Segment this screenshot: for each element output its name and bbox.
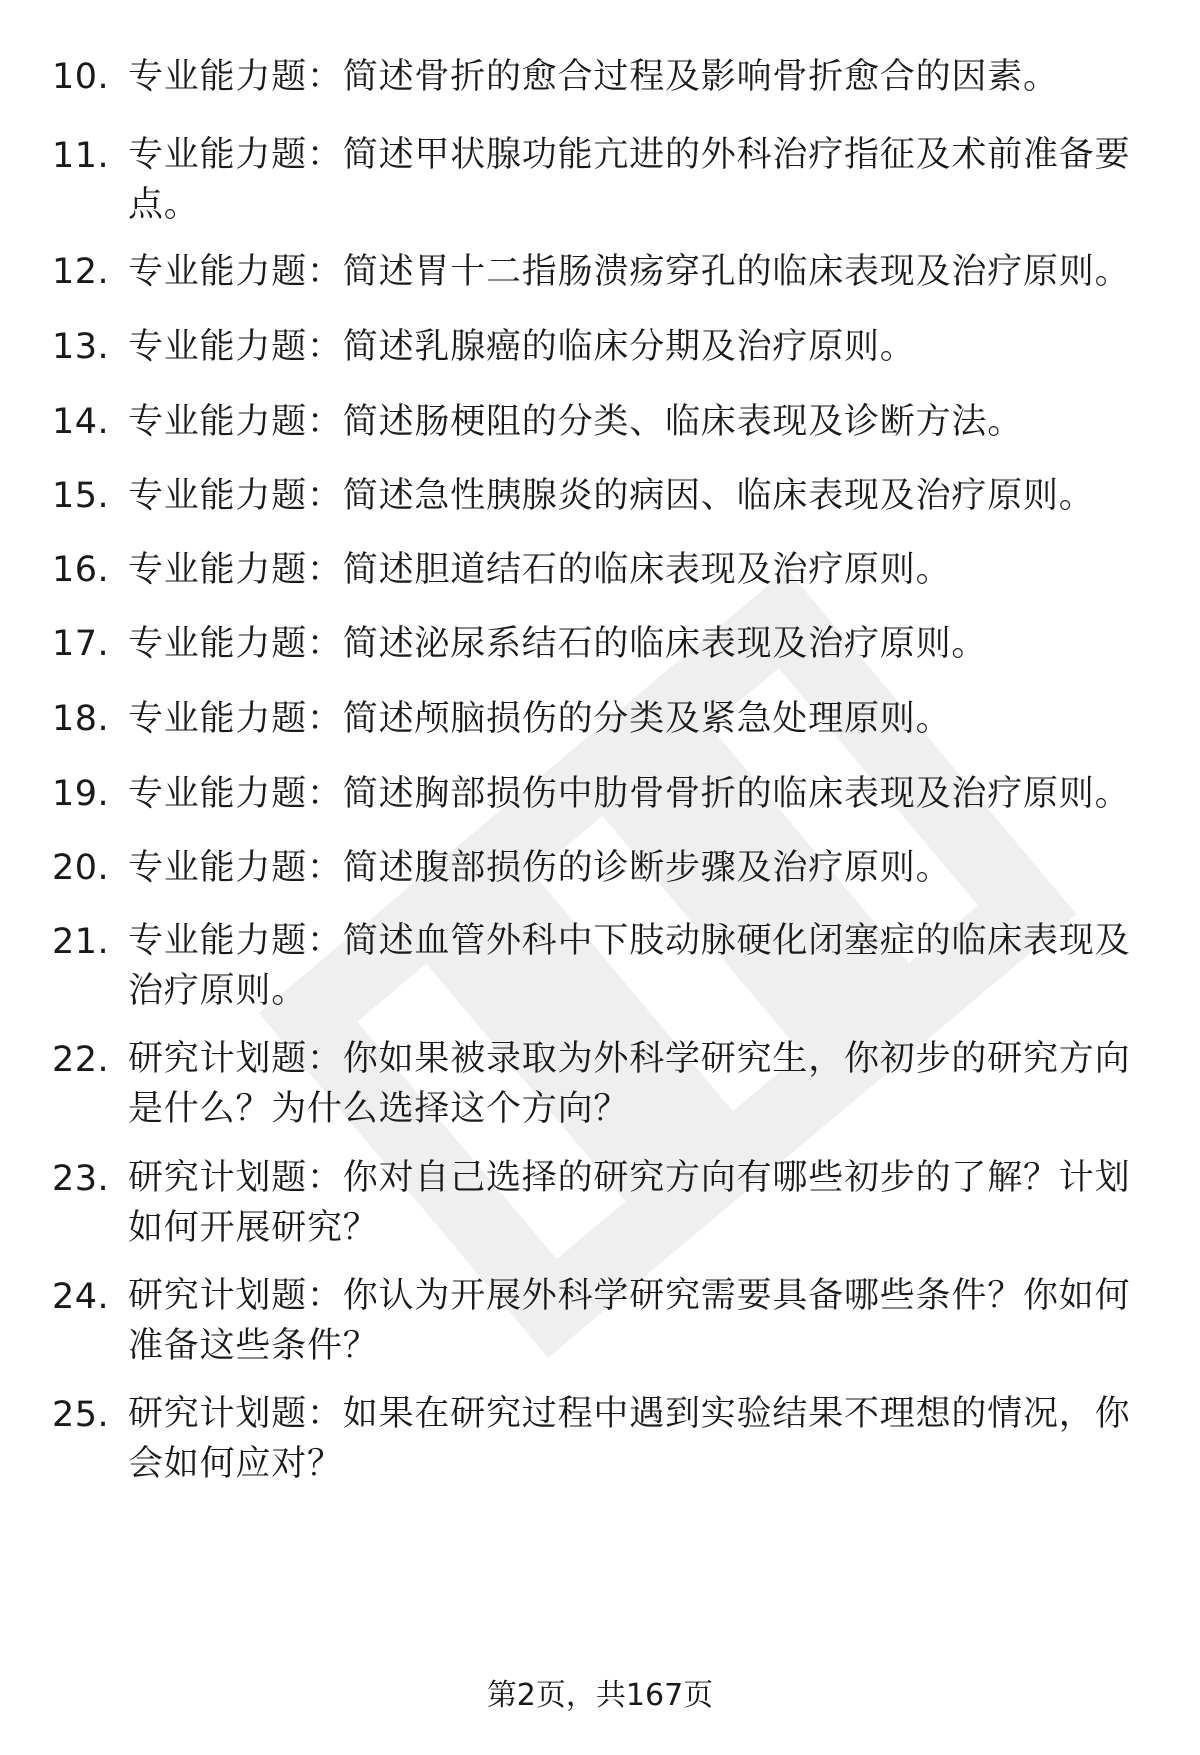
question-number: 22. [52,1040,110,1080]
question-number: 19. [52,774,110,814]
question-text: 专业能力题：简述血管外科中下肢动脉硬化闭塞症的临床表现及治疗原则。 [128,921,1131,1011]
question-number: 23. [52,1159,110,1199]
question-text: 研究计划题：你认为开展外科学研究需要具备哪些条件？你如何准备这些条件？ [128,1276,1131,1366]
question-text: 专业能力题：简述肠梗阻的分类、临床表现及诊断方法。 [128,402,1024,442]
question-number: 25. [52,1395,110,1435]
question-text: 研究计划题：你如果被录取为外科学研究生，你初步的研究方向是什么？为什么选择这个方向？ [128,1039,1131,1129]
question-text: 专业能力题：简述乳腺癌的临床分期及治疗原则。 [128,327,916,367]
question-text: 专业能力题：简述胸部损伤中肋骨骨折的临床表现及治疗原则。 [128,774,1131,814]
question-number: 20. [52,848,110,888]
question-text: 专业能力题：简述骨折的愈合过程及影响骨折愈合的因素。 [128,57,1059,97]
question-number: 24. [52,1277,110,1317]
question-number: 17. [52,624,110,664]
question-text: 专业能力题：简述腹部损伤的诊断步骤及治疗原则。 [128,848,952,888]
question-number: 12. [52,252,110,292]
question-text: 专业能力题：简述泌尿系结石的临床表现及治疗原则。 [128,624,988,664]
question-text: 研究计划题：你对自己选择的研究方向有哪些初步的了解？计划如何开展研究？ [128,1158,1131,1248]
question-text: 研究计划题：如果在研究过程中遇到实验结果不理想的情况，你会如何应对？ [128,1394,1131,1484]
question-text: 专业能力题：简述急性胰腺炎的病因、临床表现及治疗原则。 [128,476,1095,516]
question-number: 14. [52,402,110,442]
page-footer [0,1676,1200,1716]
question-number: 11. [52,136,110,176]
page-number-label: 第2页，共167页 [486,1678,714,1713]
question-text: 专业能力题：简述颅脑损伤的分类及紧急处理原则。 [128,699,952,739]
question-text: 专业能力题：简述胆道结石的临床表现及治疗原则。 [128,550,952,590]
question-text: 专业能力题：简述胃十二指肠溃疡穿孔的临床表现及治疗原则。 [128,252,1131,292]
question-number: 21. [52,922,110,962]
question-number: 10. [52,57,110,97]
question-text: 专业能力题：简述甲状腺功能亢进的外科治疗指征及术前准备要点。 [128,135,1131,225]
question-number: 16. [52,550,110,590]
question-number: 15. [52,476,110,516]
question-number: 18. [52,699,110,739]
question-number: 13. [52,327,110,367]
